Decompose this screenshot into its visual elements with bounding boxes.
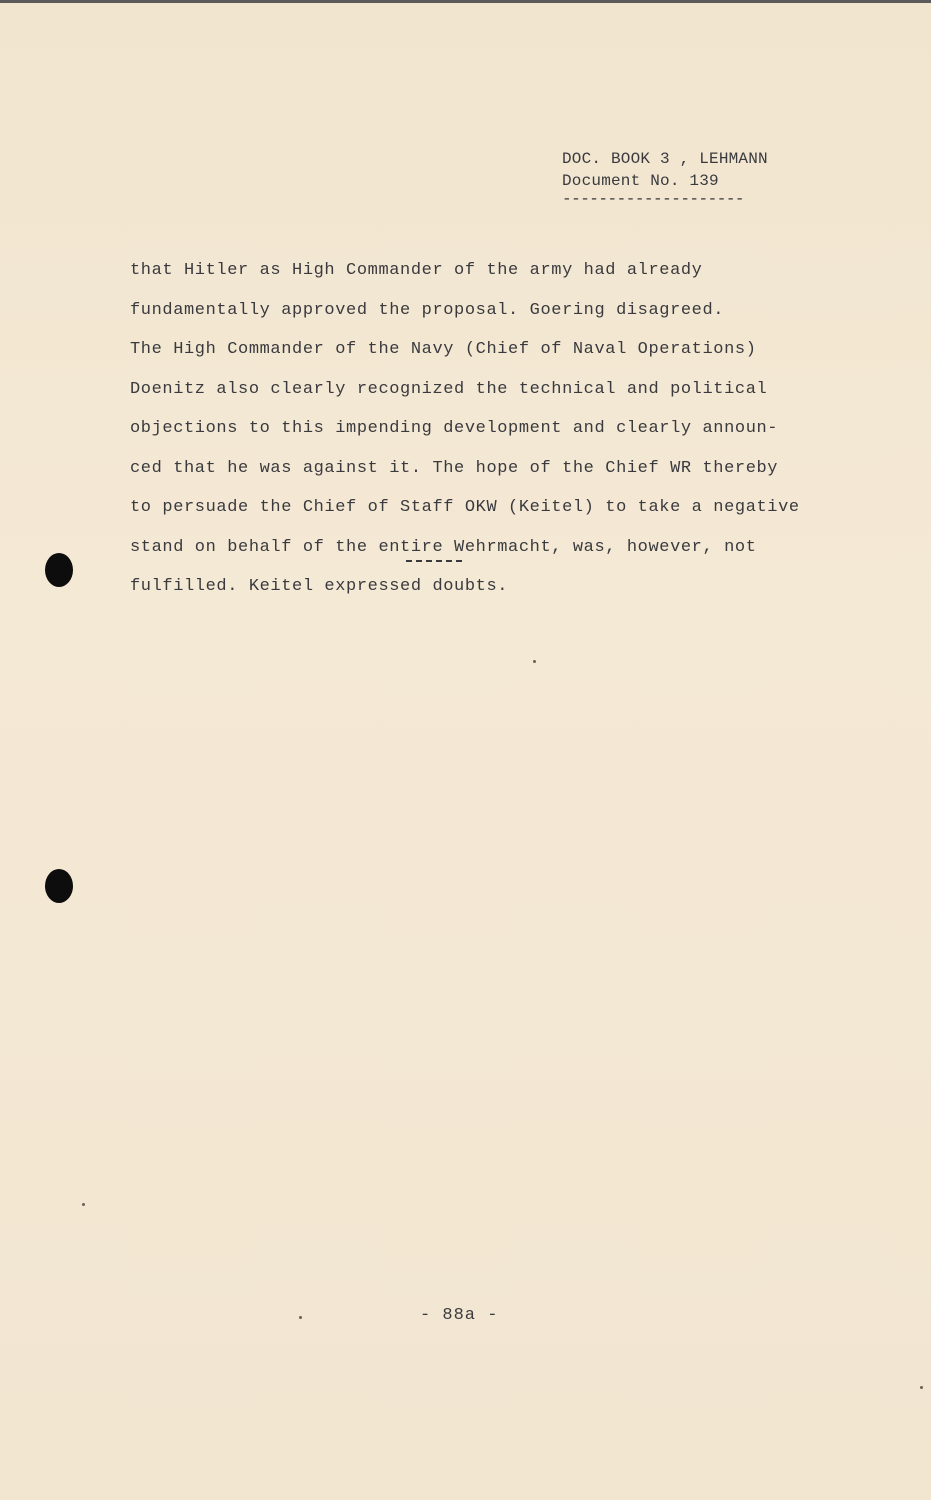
body-line: Doenitz also clearly recognized the technical and political xyxy=(130,379,768,399)
page-top-edge xyxy=(0,0,931,3)
paper-speck xyxy=(533,660,536,663)
body-line: that Hitler as High Commander of the army had already xyxy=(130,261,703,280)
body-line: stand on behalf of the entire Wehrmacht, was, however, not xyxy=(130,537,757,557)
paper-speck xyxy=(299,1316,302,1319)
body-line: fulfilled. Keitel expressed doubts. xyxy=(130,577,509,596)
punch-hole xyxy=(45,869,73,903)
punch-hole xyxy=(45,553,73,587)
body-line: The High Commander of the Navy (Chief of Naval Operations) xyxy=(130,340,757,359)
document-number-line: Document No. 139 xyxy=(562,172,719,190)
body-line: to persuade the Chief of Staff OKW (Keitel) to take a negative xyxy=(130,498,800,517)
page-number: - 88a - xyxy=(420,1306,499,1325)
paper-speck xyxy=(82,1203,85,1206)
doc-book-line: DOC. BOOK 3 , LEHMANN xyxy=(562,150,768,168)
document-header xyxy=(562,148,822,206)
paper-speck xyxy=(920,1386,923,1389)
header-rule: -------------------- xyxy=(562,190,745,208)
body-line: objections to this impending development and clearly announ- xyxy=(130,419,779,438)
emphasis-underline xyxy=(406,560,462,562)
body-line: ced that he was against it. The hope of the Chief WR thereby xyxy=(130,458,779,478)
body-line: fundamentally approved the proposal. Goering disagreed. xyxy=(130,300,725,320)
body-paragraph xyxy=(130,258,850,614)
